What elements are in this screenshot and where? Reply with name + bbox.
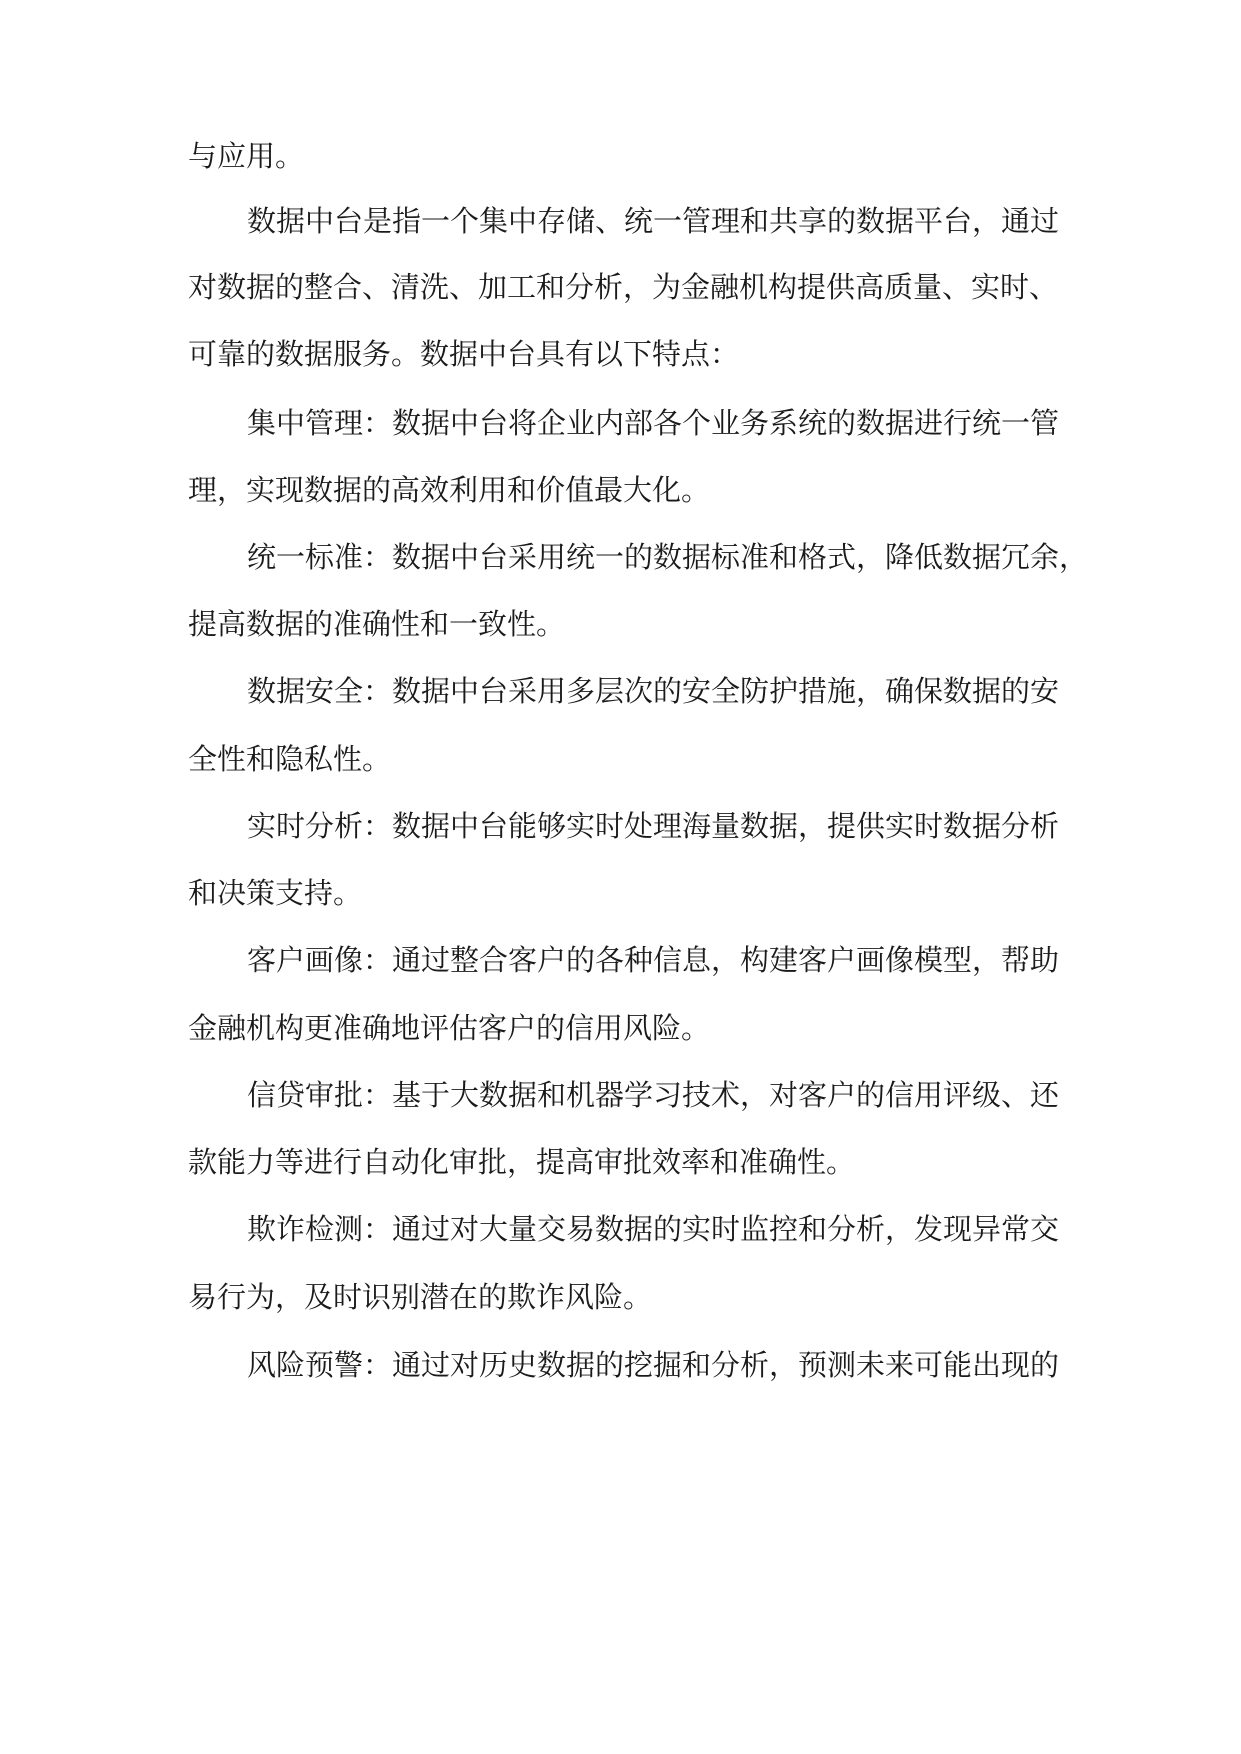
text-line: 提高数据的准确性和一致性。 — [188, 607, 566, 641]
text-line: 和决策支持。 — [188, 876, 363, 910]
text-line: 与应用。 — [188, 139, 305, 173]
text-line: 易行为，及时识别潜在的欺诈风险。 — [188, 1280, 653, 1314]
text-line: 集中管理：数据中台将企业内部各个业务系统的数据进行统一管 — [247, 406, 1060, 440]
text-line: 客户画像：通过整合客户的各种信息，构建客户画像模型，帮助 — [247, 943, 1060, 977]
text-line: 全性和隐私性。 — [188, 742, 392, 776]
text-line: 理，实现数据的高效利用和价值最大化。 — [188, 473, 711, 507]
text-line: 款能力等进行自动化审批，提高审批效率和准确性。 — [188, 1145, 856, 1179]
text-line: 统一标准：数据中台采用统一的数据标准和格式，降低数据冗余， — [247, 540, 1089, 574]
text-line: 风险预警：通过对历史数据的挖掘和分析，预测未来可能出现的 — [247, 1348, 1060, 1382]
text-line: 数据中台是指一个集中存储、统一管理和共享的数据平台，通过 — [247, 204, 1060, 238]
text-line: 金融机构更准确地评估客户的信用风险。 — [188, 1011, 711, 1045]
text-line: 对数据的整合、清洗、加工和分析，为金融机构提供高质量、实时、 — [188, 270, 1059, 304]
text-line: 欺诈检测：通过对大量交易数据的实时监控和分析，发现异常交 — [247, 1212, 1060, 1246]
text-line: 可靠的数据服务。数据中台具有以下特点： — [188, 337, 740, 371]
text-line: 信贷审批：基于大数据和机器学习技术，对客户的信用评级、还 — [247, 1078, 1060, 1112]
text-line: 实时分析：数据中台能够实时处理海量数据，提供实时数据分析 — [247, 809, 1060, 843]
text-line: 数据安全：数据中台采用多层次的安全防护措施，确保数据的安 — [247, 674, 1060, 708]
